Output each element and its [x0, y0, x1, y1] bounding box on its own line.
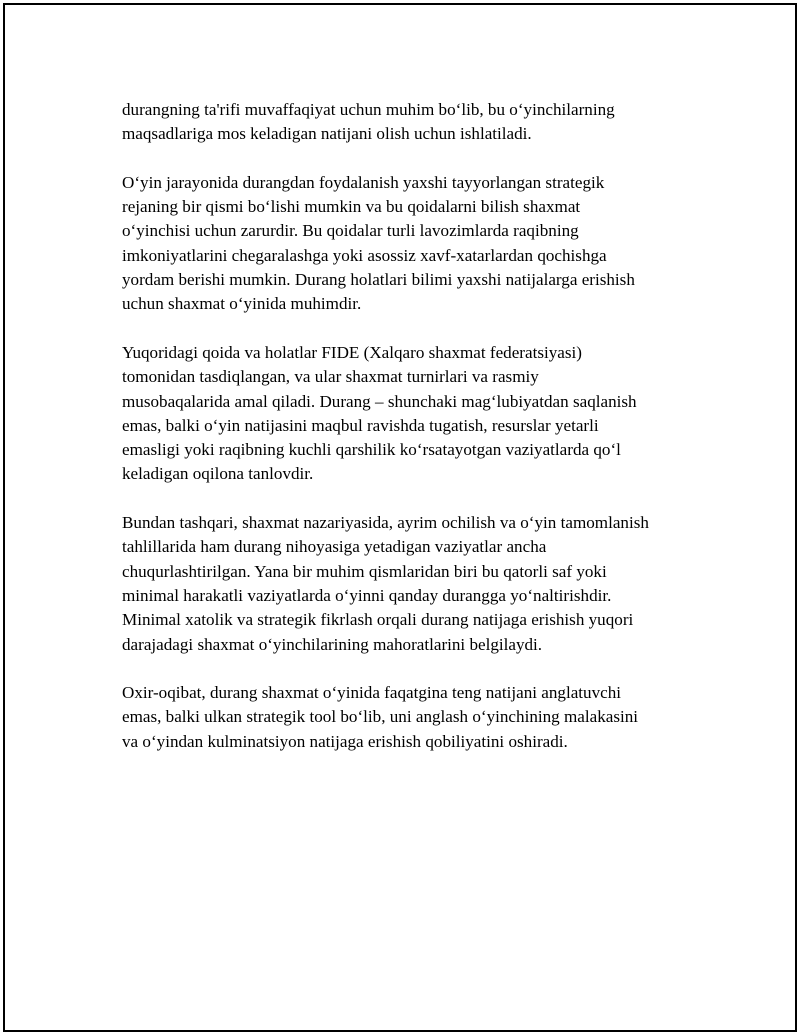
paragraph-1: durangning ta'rifi muvaffaqiyat uchun muhim bo‘lib, bu o‘yinchilarning maqsadlariga mos keladigan natijani olish uchun ishlatiladi.	[122, 100, 615, 144]
paragraph-2: O‘yin jarayonida durangdan foydalanish yaxshi tayyorlangan strategik rejaning bir qismi bo‘lishi mumkin va bu qoidalarni bilish shaxmat o‘yinchisi uchun zarurdir. Bu qoidalar turli lavozimlarda raqibning imkoniyatlarini chegaralashga yoki asossiz xavf-xatarlardan qochishga yordam berishi mumkin. Durang holatlari bilimi yaxshi natijalarga erishish uchun shaxmat o‘yinida muhimdir.	[122, 172, 635, 314]
document-page	[3, 3, 797, 1032]
document-body	[122, 98, 702, 778]
paragraph-3: Yuqoridagi qoida va holatlar FIDE (Xalqaro shaxmat federatsiyasi) tomonidan tasdiqlangan, va ular shaxmat turnirlari va rasmiy musobaqalarida amal qiladi. Durang – shunchaki mag‘lubiyatdan saqlanish emas, balki o‘yin natijasini maqbul ravishda tugatish, resurslar yetarli emasligi yoki raqibning kuchli qarshilik ko‘rsatayotgan vaziyatlarda qo‘l keladigan oqilona tanlovdir.	[122, 342, 637, 484]
paragraph-4: Bundan tashqari, shaxmat nazariyasida, ayrim ochilish va o‘yin tamomlanish tahlillarida ham durang nihoyasiga yetadigan vaziyatlar ancha chuqurlashtirilgan. Yana bir muhim qismlaridan biri bu qatorli saf yoki minimal harakatli vaziyatlarda o‘yinni qanday durangga yo‘naltirishdir. Minimal xatolik va strategik fikrlash orqali durang natijaga erishish yuqori darajadagi shaxmat o‘yinchilarining mahoratlarini belgilaydi.	[122, 513, 649, 654]
paragraph-5: Oxir-oqibat, durang shaxmat o‘yinida faqatgina teng natijani anglatuvchi emas, balki ulkan strategik tool bo‘lib, uni anglash o‘yinchining malakasini va o‘yindan kulminatsiyon natijaga erishish qobiliyatini oshiradi.	[122, 683, 639, 751]
